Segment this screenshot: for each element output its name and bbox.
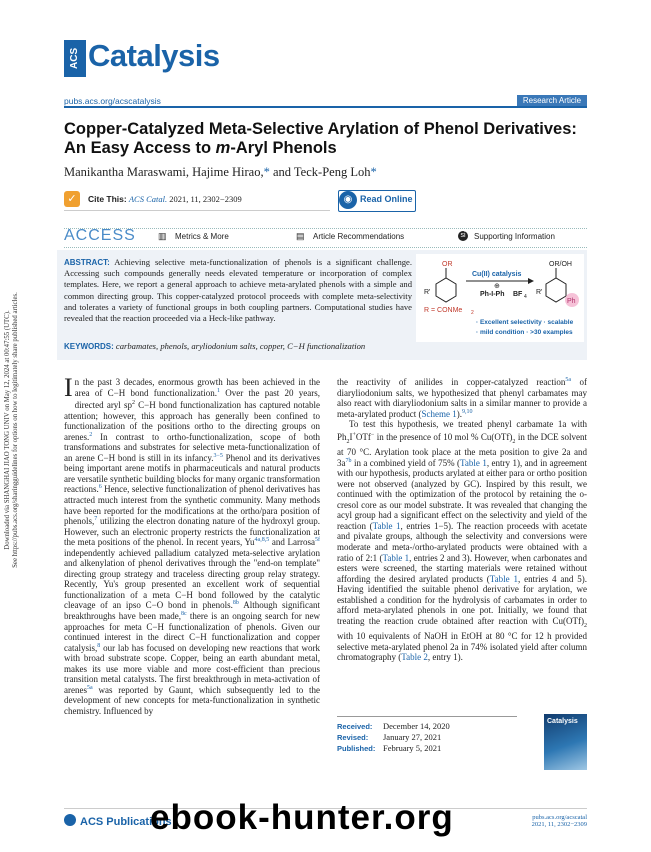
bar-chart-icon[interactable]: ▥	[158, 231, 167, 241]
authors-first[interactable]: Manikantha Maraswami, Hajime Hirao,	[64, 165, 264, 179]
body-text: of diaryliodonium salts, we hypothesized that phenyl carbamates may also react with diaryliodonium salts in a similar manner to provide a meta-arylated product (	[337, 377, 588, 419]
reference-link[interactable]: 5a	[86, 684, 93, 691]
header-divider	[64, 106, 587, 108]
metrics-link[interactable]: Metrics & More	[175, 232, 229, 241]
body-text: there is an ongoing search for new approaches for meta C−H functionalization of phenols. Given our continued interest in the direct C−H functionalization and copper catalysis,	[64, 611, 320, 653]
body-text: , entry 1), and in agreement with our hypothesis, products arylated at either para or ortho position were not observed (analyzed by GC). Inspired by this result, we continued with the optimization of the protocol by retaining the o-cresol core as our model substrate. It was revealed that changing the acyl group had a significant effect on the selectivity and yield of the reaction (	[337, 457, 587, 531]
title-italic-m: m	[215, 139, 231, 157]
left-r-label: R'	[424, 289, 431, 296]
abstract-text: Achieving selective meta-functionalization of phenols is a significant challenge. Accessing such compounds generally needs elevated temperature or incorporation of complex templates. Here, we report a general approach to achieve meta-arylated phenols with a simple and common directing group. This copper-catalyzed protocol proceeds with complete meta-selectivity and tolerates a variety of functional groups in both coupling partners. Computational studies have revealed that the reaction proceeded via a Heck-like pathway.	[64, 257, 412, 324]
cover-title: Catalysis	[547, 718, 578, 725]
body-text: C−H bond functionalization has captured notable attention; however, this approach has generally been confined to functionalization of the positions ortho to the directing groups on arenes.	[64, 400, 320, 442]
table-link[interactable]: Table 1	[372, 520, 401, 531]
footer-url[interactable]: pubs.acs.org/acscatal	[532, 814, 587, 821]
superscript: 2	[131, 400, 135, 407]
catalysis-label: Cu(II) catalysis	[472, 271, 522, 278]
footer-pages: 2021, 11, 2302−2309	[531, 821, 587, 828]
reference-link[interactable]: 2	[89, 431, 93, 438]
keywords-label: KEYWORDS:	[64, 342, 114, 351]
publisher-name: ACS Publications	[80, 816, 172, 828]
author-list	[64, 165, 377, 180]
corresponding-star-2[interactable]: *	[370, 165, 377, 179]
cite-icon[interactable]: ✓	[64, 191, 80, 207]
body-text: ).	[456, 408, 462, 419]
table-link[interactable]: Table 2	[401, 652, 428, 663]
left-or-label: OR	[442, 261, 453, 268]
body-text: Over the past 20 years, directed aryl sp	[74, 387, 320, 411]
body-text: , entries 1−5). The reaction proceeds with acetate and pivalate groups, although the selectivity and conversions were moderate and meta-/ortho-arylated products were obtained with a ratio of 2:1 (	[337, 520, 587, 563]
journal-cover-thumbnail[interactable]	[544, 714, 587, 770]
reagent-label: Ph-I-Ph	[480, 291, 505, 298]
table-link[interactable]: Table 1	[460, 457, 487, 468]
scheme-link[interactable]: Scheme 1	[421, 408, 457, 419]
article-dates	[337, 716, 517, 754]
supporting-info-icon[interactable]: si	[458, 231, 468, 241]
right-r-label: R'	[536, 289, 543, 296]
reference-link[interactable]: 4a,8,5	[254, 537, 270, 544]
right-or-oh-label: OR/OH	[549, 261, 572, 268]
recommendations-link[interactable]: Article Recommendations	[313, 232, 405, 241]
acs-mark: ACS	[64, 40, 86, 77]
table-link[interactable]: Table 1	[382, 552, 410, 563]
published-date: February 5, 2021	[383, 743, 442, 753]
body-text: the reactivity of anilides in copper-catalyzed reaction	[337, 377, 566, 387]
cite-label: Cite This:	[88, 194, 127, 204]
reference-link[interactable]: 6	[98, 484, 102, 491]
sidebar-line-1: Downloaded via SHANGHAI JIAO TONG UNIV on May 12, 2024 at 00:47:55 (UTC).	[4, 310, 11, 550]
body-column-right: the reactivity of anilides in copper-catalyzed reaction$^{5a}$ of diaryliodonium salts, we hypothesized that phenyl carbamates may also react with diaryliodonium salts in a similar manner to provide a meta-arylated product (Scheme 1).$^{9,10}$ To test this hypothesis, we treated phenyl carbamate 1a with $Ph_2I^+OTf^-$ in the presence of 10 mol % $Cu(OTf)_2$ in the DCE solvent at 70 °C. Arylation took place at the meta position to give 2a and 3a$^{7b}$ in a combined yield of 75% (Table 1, entry 1), and in agreement with our hypothesis, products arylated at either para or ortho position were not observed (analyzed by GC). Inspired by this result, we continued with the optimization of the protocol by retaining the o-cresol core as our model substrate. It was revealed that changing the acyl group had a significant effect on the selectivity and yield of the reaction (Table 1, entries 1−5). The reaction proceeds with acetate and pivalate groups, although the selectivity and conversions were moderate and meta-/ortho-arylated products were obtained with a ratio of 2:1 (Table 1, entries 2 and 3). However, when carbonates and esters were screened, the starting materials were retained without affording the desired arylated products (Table 1, entries 4 and 5). Having identified the suitable phenol derivative for arylation, we established a condition for the hydrolysis of carbamates in order to afford meta-arylated phenols in one pot. Initially, we found that treating the reaction crude obtained after reaction with $Cu(OTf)_2$ with 10 equivalents of NaOH in EtOH at 80 °C for 12 h provided selective meta-arylated phenol 2a in 74% isolated yield after column chromatography (Table 2, entry 1).	[337, 377, 588, 663]
body-text: in the presence of 10 mol % Cu(OTf)	[374, 431, 513, 442]
cite-this[interactable]	[88, 194, 242, 204]
access-label: ACCESS	[64, 227, 136, 244]
body-text: n the past 3 decades, enormous growth has been achieved in the area of C−H bond functionalization.	[74, 377, 320, 398]
authors-last[interactable]: and Teck-Peng Loh	[269, 165, 371, 179]
cite-ref: 2021, 11, 2302−2309	[167, 194, 242, 204]
title-line2-suffix: -Aryl Phenols	[230, 139, 337, 157]
title-line1: Copper-Catalyzed Meta-Selective Arylation of Phenol Derivatives:	[64, 120, 577, 138]
body-text: in the DCE solvent at 70 °C. Arylation took place at the meta position to give 2a and 3a	[337, 431, 587, 468]
keywords-text: carbamates, phenols, aryliodonium salts, copper, C−H functionalization	[113, 341, 366, 351]
article-icon[interactable]: ▤	[296, 231, 305, 241]
received-date: December 14, 2020	[383, 721, 450, 731]
body-text: our lab has focused on developing new reactions that work with broad substrate scope. Copper, being an earth abundant metal, makes its use more viable and more cost-efficient than precious transition metal catalysts. The first breakthrough in meta-activation of arenes	[64, 642, 320, 695]
reference-link[interactable]: 8	[97, 642, 101, 649]
drop-cap: I	[64, 373, 73, 402]
received-label: Received:	[337, 722, 373, 731]
body-text: OTf	[355, 431, 371, 442]
body-text: I	[349, 431, 353, 442]
reference-link[interactable]: 3−5	[213, 452, 223, 459]
toc-graphic	[416, 254, 584, 342]
r-definition: R = CONMe	[424, 307, 463, 314]
reference-link[interactable]: 7	[94, 516, 98, 523]
read-online-label[interactable]: Read Online	[360, 194, 413, 204]
article-title	[64, 120, 584, 158]
keywords	[64, 341, 484, 351]
reference-link[interactable]: 9,10	[461, 408, 473, 415]
reference-link[interactable]: 1	[216, 387, 220, 394]
published-label: Published:	[337, 744, 376, 753]
reference-link[interactable]: 7b	[345, 457, 352, 464]
body-text: in a combined yield of 75% (	[351, 457, 461, 468]
abstract-label: ABSTRACT:	[64, 258, 110, 267]
reference-link[interactable]: 8b	[232, 600, 239, 607]
revised-date: January 27, 2021	[383, 732, 442, 742]
table-link[interactable]: Table 1	[489, 573, 518, 584]
article-type-badge: Research Article	[517, 95, 587, 107]
body-text: In contrast to ortho-functionalization, scope of both transformations and substrates for selective meta-functionalization of an arene C−H bond is still in its infancy.	[64, 431, 320, 463]
body-text: Although significant breakthroughs have been made,	[64, 600, 321, 622]
title-line2-prefix: An Easy Access to	[64, 139, 216, 157]
toc-bullet-2: · mild condition · >30 examples	[476, 329, 573, 336]
body-text: was reported by Gaunt, which subsequently led to the development of new concepts for meta-functionalization in synthetic chemistry. Influenced by	[64, 684, 320, 716]
revised-label: Revised:	[337, 733, 369, 742]
body-text: , entry 1).	[427, 652, 463, 663]
body-text: utilizing the electron donating nature of the hydroxyl group. However, such an electronic property restricts the functionalization at the meta positions of the phenol. In recent years, Yu	[64, 516, 320, 548]
reference-link[interactable]: 5f	[315, 537, 320, 544]
journal-url-link[interactable]: pubs.acs.org/acscatalysis	[64, 96, 161, 106]
globe-icon[interactable]: ◉	[339, 191, 357, 209]
body-text: , entries 2 and 3). However, when carbonates and esters were screened, the starting materials were retained without affording the desired arylated products (	[337, 552, 588, 584]
ph-label: Ph	[567, 298, 576, 305]
footer-right	[520, 814, 587, 828]
r-definition-sub: 2	[471, 310, 474, 316]
abstract	[64, 257, 412, 324]
acs-publications-logo-icon	[64, 814, 76, 826]
journal-name: Catalysis	[88, 38, 220, 73]
journal-logo[interactable]	[64, 40, 221, 77]
counter-ion-sub: 4	[524, 294, 527, 300]
plus-mark: ⊕	[494, 282, 500, 290]
cite-journal[interactable]: ACS Catal.	[128, 194, 168, 204]
body-text: Phenol and its derivatives being important arene motifs in pharmaceuticals and natural products are versatile synthetic building blocks for many organic transformation reactions.	[64, 452, 321, 495]
toc-bullet-1: · Excellent selectivity · scalable	[476, 319, 574, 326]
body-column-left	[64, 373, 321, 717]
supporting-info-link[interactable]: Supporting Information	[474, 232, 555, 241]
sidebar-line-2: See https://pubs.acs.org/sharingguidelines for options on how to legitimately share published articles.	[12, 292, 19, 568]
body-text: with 10 equivalents of NaOH in EtOH at 80 °C for 12 h provided selective meta-arylated phenol 2a in 74% isolated yield after column chromatography (	[337, 631, 587, 663]
reference-link[interactable]: 5a	[565, 377, 572, 383]
body-text: To test this hypothesis, we treated phenyl carbamate 1a with Ph	[337, 419, 587, 442]
body-text: , entries 4 and 5). Having identified the suitable phenol derivative for arylation, we established a condition for the hydrolysis of carbamates in order to afford meta-arylated phenols in one pot. Initially, we found that treating the reaction crude obtained after reaction with Cu(OTf)	[337, 573, 587, 626]
body-text: Hence, selective functionalization of phenol derivatives has attracted much interest from the synthetic community. Many methods have been reported for the modifications at the ortho/para position of phenols,	[64, 484, 320, 527]
counter-ion-label: BF	[513, 291, 523, 298]
body-text: and Larrosa	[269, 537, 315, 548]
reference-link[interactable]: 8c	[181, 611, 187, 618]
body-text: independently achieved palladium catalyzed meta-selective arylation and alkenylation of phenol derivatives through the "end-on template" directing group strategy and traceless directing group relay strategy. Recently, Yu's group presented an excellent work of sequential functionalization of a meta C−H bond followed by the catalytic cleavage of an ipso C−O bond in phenols.	[64, 547, 320, 611]
watermark: ebook-hunter.org	[150, 798, 454, 837]
corresponding-star-1[interactable]: *	[263, 165, 270, 179]
